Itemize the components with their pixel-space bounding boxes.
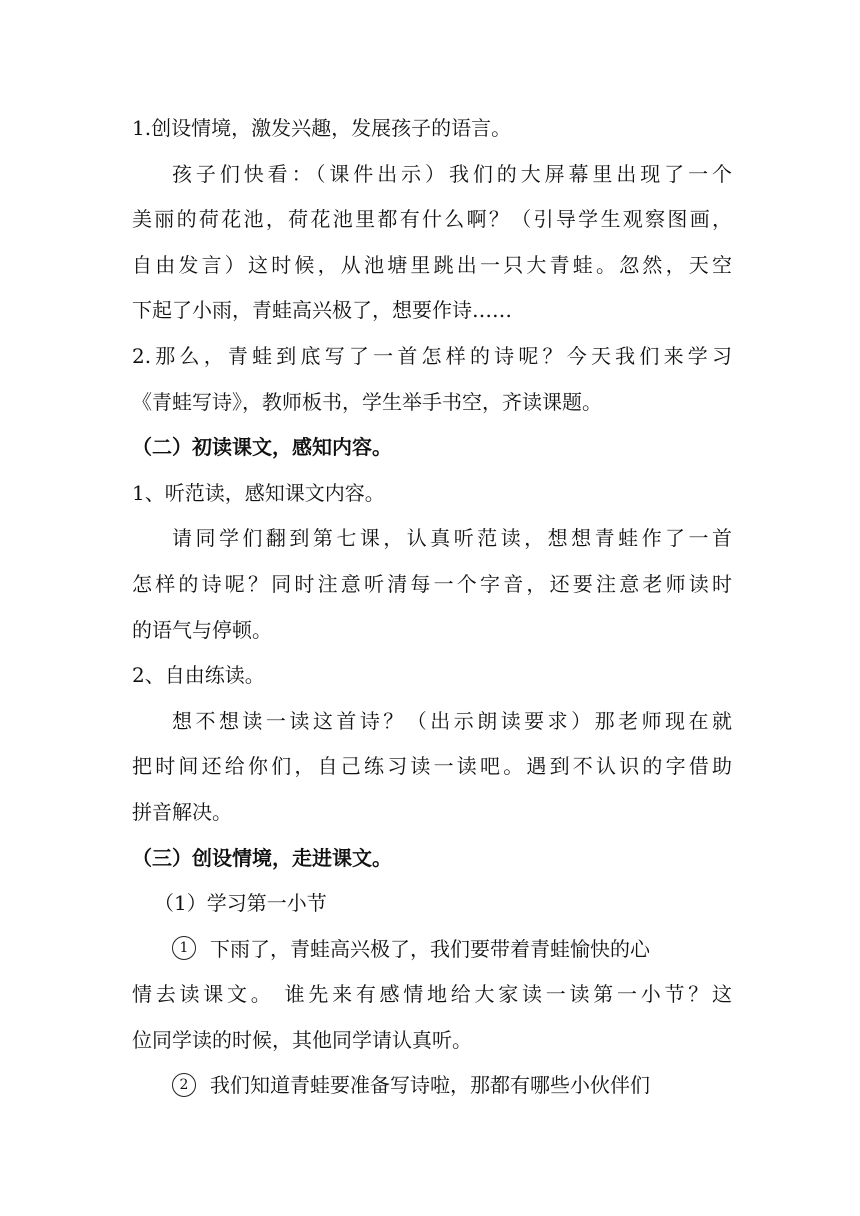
subheading: 1、听范读，感知课文内容。 (132, 480, 385, 505)
item-text: 我们知道青蛙要准备写诗啦，那都有哪些小伙伴们 (210, 1073, 650, 1098)
paragraph-line: 的语气与停顿。 (132, 617, 272, 642)
subheading: （1）学习第一小节 (154, 891, 327, 916)
paragraph-line: 怎样的诗呢？同时注意听清每一个字音，还要注意老师读时 (132, 571, 732, 596)
item-text: 下雨了，青蛙高兴极了，我们要带着青蛙愉快的心 (210, 936, 650, 961)
paragraph-line: 拼音解决。 (132, 799, 232, 824)
numbered-item-line (132, 1063, 732, 1109)
text-line: 1.创设情境，激发兴趣，发展孩子的语言。 (132, 116, 512, 140)
subheading: 2、自由练读。 (132, 663, 265, 688)
paragraph-line: 自由发言）这时候，从池塘里跳出一只大青蛙。忽然，天空 (132, 252, 732, 277)
circled-number-marker: 2 (172, 1073, 196, 1097)
section-heading: （三）创设情境，走进课文。 (132, 845, 392, 870)
paragraph-line: 情去读课文。 谁先来有感情地给大家读一读第一小节？这 (132, 982, 732, 1007)
paragraph-line: 请同学们翻到第七课，认真听范读，想想青蛙作了一首 (172, 526, 732, 551)
section-heading: （二）初读课文，感知内容。 (132, 435, 392, 460)
paragraph-line: 2.那么，青蛙到底写了一首怎样的诗呢？今天我们来学习 (132, 343, 732, 368)
paragraph-line: 美丽的荷花池，荷花池里都有什么啊？（引导学生观察图画， (132, 207, 732, 232)
numbered-item-line (132, 927, 732, 973)
paragraph-line: 把时间还给你们，自己练习读一读吧。遇到不认识的字借助 (132, 754, 732, 779)
document-page (132, 106, 732, 1109)
circled-number-marker: 1 (172, 936, 196, 960)
paragraph-line: 孩子们快看：（课件出示）我们的大屏幕里出现了一个 (172, 161, 732, 186)
paragraph-line: 《青蛙写诗》，教师板书，学生举手书空，齐读课题。 (132, 389, 602, 414)
paragraph-line: 位同学读的时候，其他同学请认真听。 (132, 1027, 472, 1052)
paragraph-line: 下起了小雨，青蛙高兴极了，想要作诗…… (132, 298, 512, 323)
paragraph-line: 想不想读一读这首诗？（出示朗读要求）那老师现在就 (172, 708, 732, 733)
